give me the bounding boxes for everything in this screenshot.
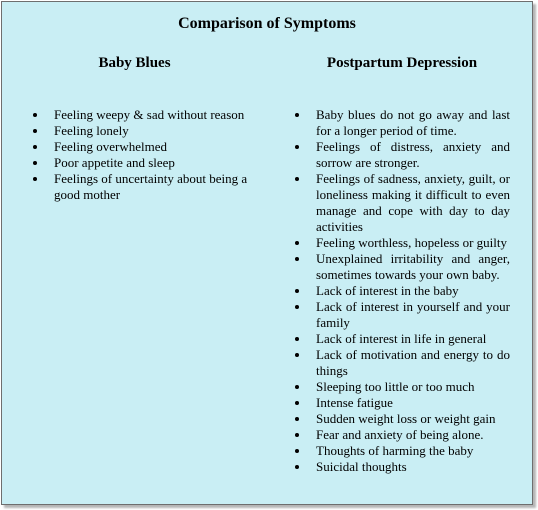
list-item-text: Feeling weepy & sad without reason <box>54 107 245 122</box>
list-item <box>30 123 260 139</box>
list-item <box>292 395 510 411</box>
page-title: Comparison of Symptoms <box>178 15 356 32</box>
postpartum-depression-heading: Postpartum Depression <box>326 55 478 71</box>
list-item <box>30 155 260 171</box>
bullet-icon <box>295 177 299 181</box>
list-item <box>30 171 260 203</box>
bullet-icon <box>33 177 37 181</box>
list-item-text: Unexplained irritability and anger, sometimes towards your own baby. <box>316 251 510 282</box>
comparison-panel <box>1 1 533 505</box>
baby-blues-list <box>30 107 260 203</box>
bullet-icon <box>295 385 299 389</box>
bullet-icon <box>295 241 299 245</box>
postpartum-depression-list <box>292 107 510 475</box>
list-item <box>292 251 510 283</box>
list-item <box>292 347 510 379</box>
list-item <box>292 139 510 171</box>
bullet-icon <box>295 305 299 309</box>
list-item <box>292 299 510 331</box>
list-item-text: Lack of interest in life in general <box>316 331 487 346</box>
list-item-text: Intense fatigue <box>316 395 393 410</box>
list-item <box>292 107 510 139</box>
list-item-text: Suicidal thoughts <box>316 459 407 474</box>
bullet-icon <box>295 257 299 261</box>
bullet-icon <box>33 129 37 133</box>
list-item <box>292 171 510 235</box>
list-item-text: Feeling overwhelmed <box>54 139 167 154</box>
list-item-text: Feelings of distress, anxiety and sorrow are stronger. <box>316 139 510 170</box>
list-item-text: Feelings of uncertainty about being a good mother <box>54 171 248 202</box>
list-item <box>292 331 510 347</box>
bullet-icon <box>33 145 37 149</box>
bullet-icon <box>295 289 299 293</box>
list-item-text: Fear and anxiety of being alone. <box>316 427 484 442</box>
list-item-text: Lack of interest in the baby <box>316 283 459 298</box>
list-item-text: Poor appetite and sleep <box>54 155 175 170</box>
list-item-text: Feelings of sadness, anxiety, guilt, or loneliness making it difficult to even manage and cope with day to day activities <box>316 171 510 234</box>
list-item <box>292 459 510 475</box>
list-item-text: Feeling worthless, hopeless or guilty <box>316 235 508 250</box>
bullet-icon <box>295 113 299 117</box>
bullet-icon <box>33 113 37 117</box>
list-item-text: Feeling lonely <box>54 123 129 138</box>
bullet-icon <box>295 353 299 357</box>
bullet-icon <box>295 465 299 469</box>
list-item <box>30 139 260 155</box>
list-item <box>292 235 510 251</box>
list-item-text: Baby blues do not go away and last for a longer period of time. <box>316 107 510 138</box>
bullet-icon <box>295 433 299 437</box>
list-item <box>292 379 510 395</box>
list-item <box>292 427 510 443</box>
bullet-icon <box>33 161 37 165</box>
bullet-icon <box>295 337 299 341</box>
list-item <box>30 107 260 123</box>
list-item-text: Lack of motivation and energy to do things <box>316 347 510 378</box>
bullet-icon <box>295 417 299 421</box>
list-item-text: Thoughts of harming the baby <box>316 443 474 458</box>
list-item <box>292 283 510 299</box>
bullet-icon <box>295 145 299 149</box>
bullet-icon <box>295 449 299 453</box>
list-item <box>292 443 510 459</box>
baby-blues-heading: Baby Blues <box>98 55 171 71</box>
list-item-text: Lack of interest in yourself and your family <box>316 299 510 330</box>
list-item <box>292 411 510 427</box>
list-item-text: Sleeping too little or too much <box>316 379 475 394</box>
list-item-text: Sudden weight loss or weight gain <box>316 411 496 426</box>
bullet-icon <box>295 401 299 405</box>
